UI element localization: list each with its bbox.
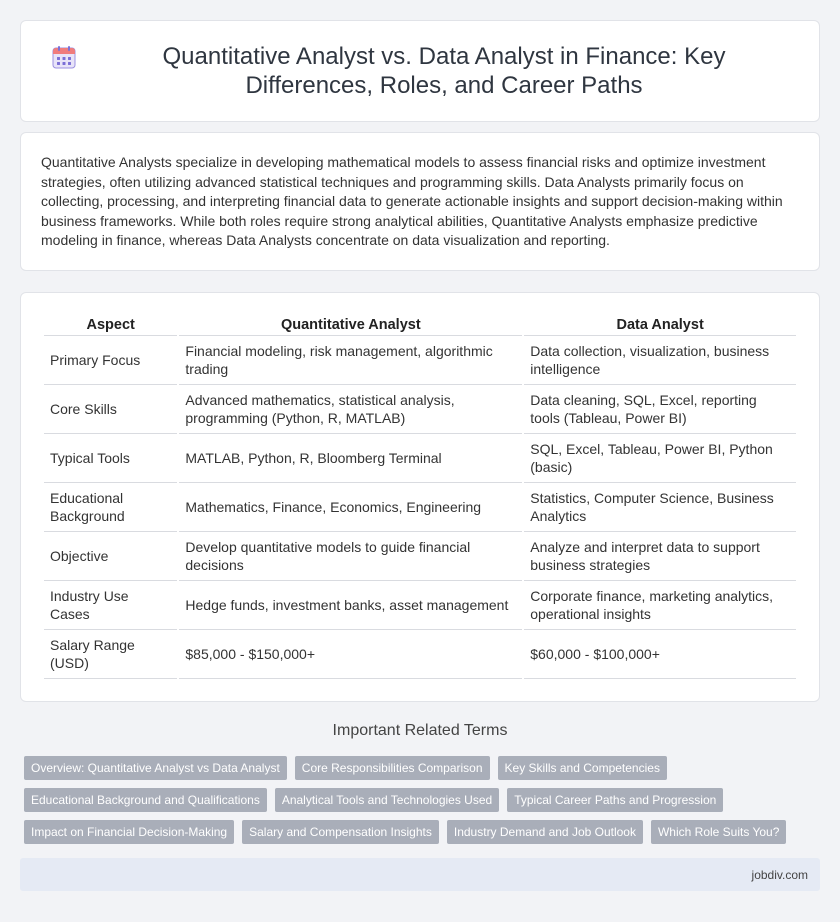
tag-financial-impact[interactable]: Impact on Financial Decision-Making — [24, 820, 234, 844]
aspect-cell: Objective — [44, 532, 177, 581]
quant-cell: Hedge funds, investment banks, asset management — [179, 581, 522, 630]
aspect-cell: Typical Tools — [44, 434, 177, 483]
header-quantitative-analyst: Quantitative Analyst — [179, 313, 522, 336]
intro-card — [20, 132, 820, 271]
aspect-cell: Primary Focus — [44, 336, 177, 385]
aspect-cell: Educational Background — [44, 483, 177, 532]
comparison-table — [42, 313, 798, 679]
table-header-row — [44, 313, 796, 336]
data-analyst-cell: Data collection, visualization, business intelligence — [524, 336, 796, 385]
tag-salary-insights[interactable]: Salary and Compensation Insights — [242, 820, 439, 844]
footer — [20, 858, 820, 891]
tag-industry-demand[interactable]: Industry Demand and Job Outlook — [447, 820, 643, 844]
tag-career-paths[interactable]: Typical Career Paths and Progression — [507, 788, 723, 812]
quant-cell: Mathematics, Finance, Economics, Engineering — [179, 483, 522, 532]
related-terms-tags — [24, 756, 814, 844]
tag-core-responsibilities[interactable]: Core Responsibilities Comparison — [295, 756, 490, 780]
data-analyst-cell: $60,000 - $100,000+ — [524, 630, 796, 679]
table-row — [44, 532, 796, 581]
aspect-cell: Industry Use Cases — [44, 581, 177, 630]
quant-cell: Financial modeling, risk management, algorithmic trading — [179, 336, 522, 385]
quant-cell: $85,000 - $150,000+ — [179, 630, 522, 679]
data-analyst-cell: Data cleaning, SQL, Excel, reporting tools (Tableau, Power BI) — [524, 385, 796, 434]
header-data-analyst: Data Analyst — [524, 313, 796, 336]
calendar-icon — [51, 44, 77, 70]
aspect-cell: Salary Range (USD) — [44, 630, 177, 679]
aspect-cell: Core Skills — [44, 385, 177, 434]
page-title: Quantitative Analyst vs. Data Analyst in Finance: Key Differences, Roles, and Career Paths — [162, 43, 726, 99]
data-analyst-cell: Analyze and interpret data to support business strategies — [524, 532, 796, 581]
tag-overview[interactable]: Overview: Quantitative Analyst vs Data Analyst — [24, 756, 287, 780]
table-row — [44, 434, 796, 483]
quant-cell: MATLAB, Python, R, Bloomberg Terminal — [179, 434, 522, 483]
header-aspect: Aspect — [44, 313, 177, 336]
table-row — [44, 630, 796, 679]
table-row — [44, 385, 796, 434]
quant-cell: Develop quantitative models to guide financial decisions — [179, 532, 522, 581]
intro-paragraph: Quantitative Analysts specialize in developing mathematical models to assess financial risks and optimize investment strategies, often utilizing advanced statistical techniques and programming skills. Data Analysts primarily focus on collecting, processing, and interpreting financial data to generate actionable insights and support decision-making within business frameworks. While both roles require strong analytical abilities, Quantitative Analysts emphasize predictive modeling in finance, whereas Data Analysts concentrate on data visualization and reporting. — [41, 154, 783, 249]
data-analyst-cell: Statistics, Computer Science, Business Analytics — [524, 483, 796, 532]
tag-which-role[interactable]: Which Role Suits You? — [651, 820, 786, 844]
quant-cell: Advanced mathematics, statistical analysis, programming (Python, R, MATLAB) — [179, 385, 522, 434]
related-terms-title: Important Related Terms — [332, 722, 508, 739]
tag-educational-background[interactable]: Educational Background and Qualifications — [24, 788, 267, 812]
header-card — [20, 20, 820, 122]
data-analyst-cell: SQL, Excel, Tableau, Power BI, Python (basic) — [524, 434, 796, 483]
table-row — [44, 336, 796, 385]
footer-site-link[interactable]: jobdiv.com — [751, 867, 808, 882]
table-row — [44, 483, 796, 532]
comparison-table-card — [20, 292, 820, 702]
tag-key-skills[interactable]: Key Skills and Competencies — [498, 756, 667, 780]
table-row — [44, 581, 796, 630]
tag-analytical-tools[interactable]: Analytical Tools and Technologies Used — [275, 788, 499, 812]
data-analyst-cell: Corporate finance, marketing analytics, operational insights — [524, 581, 796, 630]
